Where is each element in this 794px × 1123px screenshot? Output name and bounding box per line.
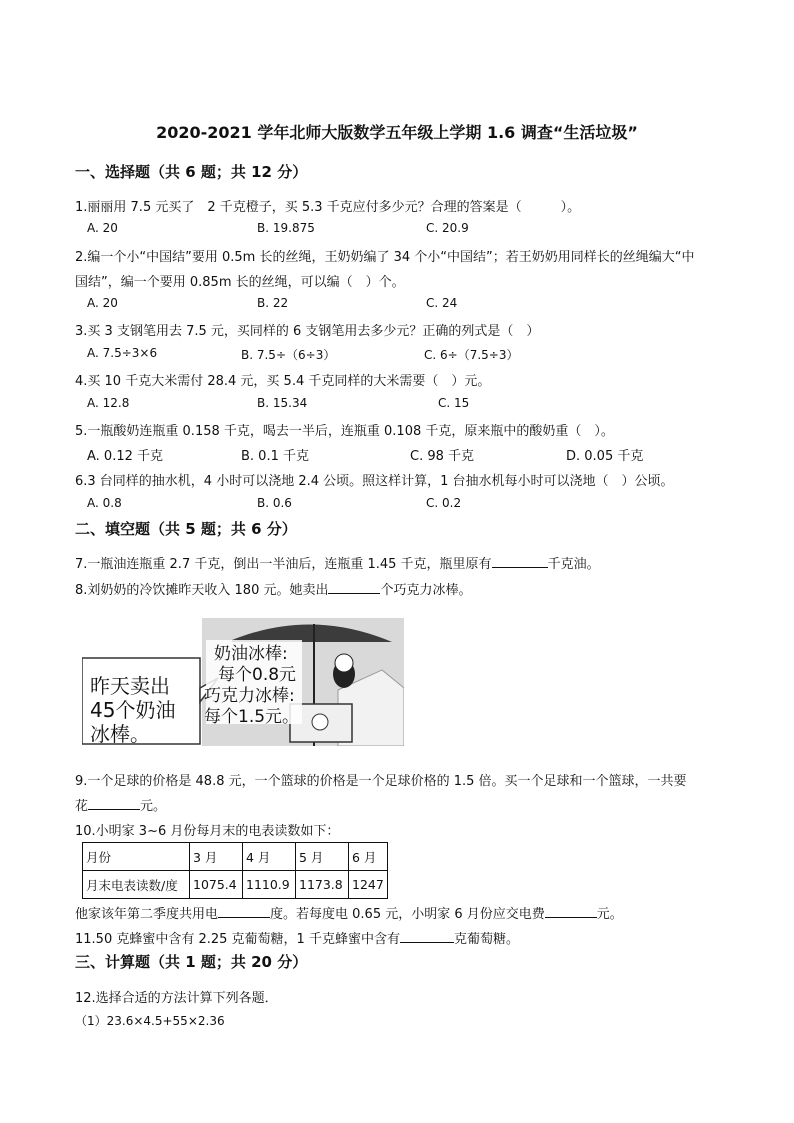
question-9-line-1: 9.一个足球的价格是 48.8 元，一个篮球的价格是一个足球价格的 1.5 倍。买一个足球和一个篮球，一共要 [75,774,687,789]
table-cell: 4 月 [243,843,296,871]
table-header-row [83,843,388,871]
table-cell: 1075.4 [190,871,243,899]
q10-text-a: 他家该年第二季度共用电 [75,907,219,922]
speech-bubble-text [90,674,175,746]
table-cell: 1173.8 [296,871,349,899]
q9-text-before: 花 [75,799,89,814]
q1-option-a: A. 20 [87,221,118,235]
question-3: 3.买 3 支钢笔用去 7.5 元，买同样的 6 支钢笔用去多少元？正确的列式是（ ） [75,324,540,339]
table-cell: 月份 [83,843,190,871]
question-8 [75,579,472,598]
section-heading-fill: 二、填空题（共 5 题；共 6 分） [75,520,297,538]
question-12: 12.选择合适的方法计算下列各题． [75,991,278,1006]
q5-option-d: D. 0.05 千克 [566,449,644,464]
q5-option-b: B. 0.1 千克 [241,449,309,464]
q9-text-after: 元。 [140,799,167,814]
question-2-line-1: 2.编一个小“中国结”要用 0.5m 长的丝绳，王奶奶编了 34 个小“中国结”；若王奶奶用同样长的丝绳编大“中 [75,250,695,265]
question-6: 6.3 台同样的抽水机，4 小时可以浇地 2.4 公顷。照这样计算，1 台抽水机每小时可以浇地（ ）公顷。 [75,474,674,489]
q11-text-before: 11.50 克蜂蜜中含有 2.25 克葡萄糖，1 千克蜂蜜中含有 [75,932,400,947]
q10-text-b: 度。若每度电 0.65 元，小明家 6 月份应交电费 [270,907,545,922]
q7-text-after: 千克油。 [547,557,600,572]
speech-line: 冰棒。 [90,722,150,746]
q4-option-c: C. 15 [438,396,470,410]
q4-option-a: A. 12.8 [87,396,130,410]
q5-option-c: C. 98 千克 [410,449,475,464]
answer-blank [328,580,380,594]
sign-line: 奶油冰棒: [214,644,288,664]
q6-option-a: A. 0.8 [87,496,122,510]
question-5: 5.一瓶酸奶连瓶重 0.158 千克，喝去一半后，连瓶重 0.108 千克，原来瓶中的酸奶重（ ）。 [75,424,614,439]
question-7 [75,553,600,572]
table-row [83,871,388,899]
q10-text-c: 元。 [596,907,623,922]
meter-reading-table [82,842,388,899]
table-cell: 1110.9 [243,871,296,899]
sign-line: 巧克力冰棒: [204,686,295,706]
q3-option-c: C. 6÷（7.5÷3） [424,348,519,362]
table-cell: 6 月 [349,843,388,871]
q8-text-before: 8.刘奶奶的冷饮摊昨天收入 180 元。她卖出 [75,583,329,598]
ice-cream-stall-illustration [82,618,404,746]
answer-blank [492,554,548,568]
answer-blank [400,929,454,943]
section-heading-calc: 三、计算题（共 1 题；共 20 分） [75,953,308,971]
q7-text-before: 7.一瓶油连瓶重 2.7 千克，倒出一半油后，连瓶重 1.45 千克，瓶里原有 [75,557,492,572]
table-cell: 1247 [349,871,388,899]
q3-option-b: B. 7.5÷（6÷3） [241,348,336,362]
answer-blank [545,904,597,918]
price-sign-text [204,644,299,728]
q1-option-c: C. 20.9 [426,221,469,235]
speech-line: 昨天卖出 [90,674,170,698]
q2-option-c: C. 24 [426,296,458,310]
section-heading-choice: 一、选择题（共 6 题；共 12 分） [75,163,308,181]
question-1: 1.丽丽用 7.5 元买了 2 千克橙子，买 5.3 千克应付多少元？合理的答案是（ ）。 [75,200,581,215]
speech-line: 45个奶油 [90,698,176,722]
sign-line: 每个0.8元 [218,665,297,685]
table-cell: 月末电表读数/度 [83,871,190,899]
q6-option-c: C. 0.2 [426,496,462,510]
answer-blank [218,904,270,918]
table-cell: 3 月 [190,843,243,871]
question-4: 4.买 10 千克大米需付 28.4 元，买 5.4 千克同样的大米需要（ ）元。 [75,374,491,389]
answer-blank [88,796,140,810]
question-10: 10.小明家 3~6 月份每月末的电表读数如下： [75,824,340,839]
q8-text-after: 个巧克力冰棒。 [380,583,472,598]
question-12-part-1: （1）23.6×4.5+55×2.36 [75,1014,225,1028]
q1-option-b: B. 19.875 [257,221,315,235]
page-title: 2020-2021 学年北师大版数学五年级上学期 1.6 调查“生活垃圾” [156,123,638,142]
sign-line: 每个1.5元。 [204,707,300,727]
question-2-line-2: 国结”，编一个要用 0.85m 长的丝绳，可以编（ ）个。 [75,275,405,290]
table-cell: 5 月 [296,843,349,871]
q4-option-b: B. 15.34 [257,396,308,410]
question-9-line-2 [75,795,166,814]
q6-option-b: B. 0.6 [257,496,292,510]
q11-text-after: 克葡萄糖。 [453,932,519,947]
q3-option-a: A. 7.5÷3×6 [87,346,158,360]
q2-option-a: A. 20 [87,296,118,310]
q2-option-b: B. 22 [257,296,289,310]
q5-option-a: A. 0.12 千克 [87,449,164,464]
question-10-followup [75,903,623,922]
question-11 [75,928,519,947]
